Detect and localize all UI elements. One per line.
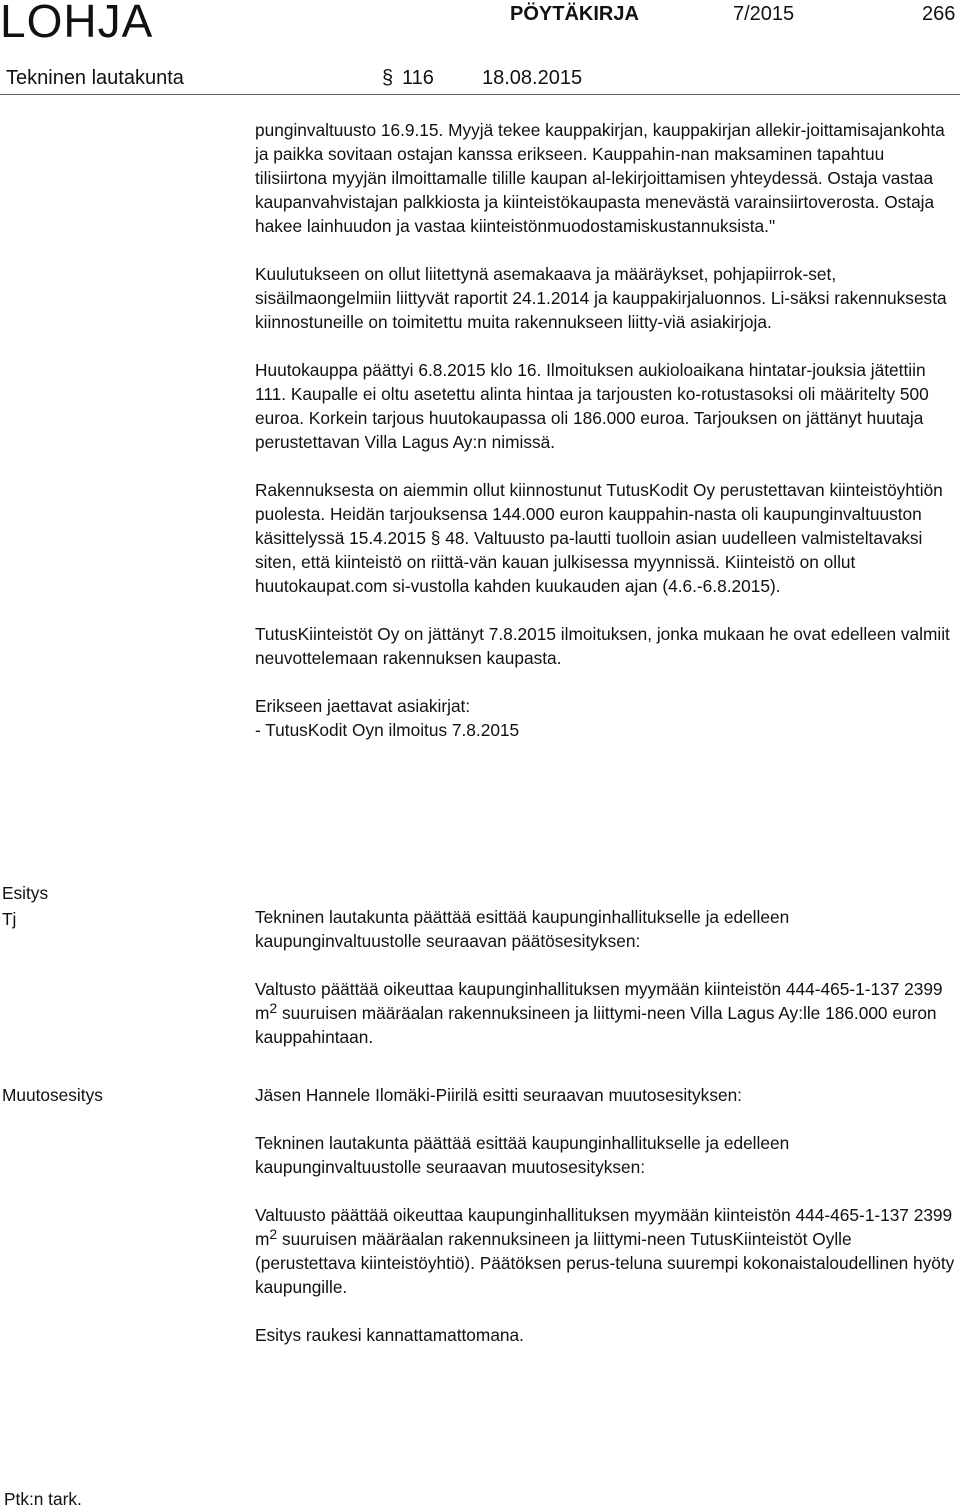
amendment-section: [255, 1083, 957, 1371]
paragraph-prior-interest: Rakennuksesta on aiemmin ollut kiinnostunut TutusKodit Oy perustettavan kiinteistöyhtiön puolesta. Heidän tarjouksensa 144.000 euron kauppahin-nasta oli kaupunginvaltuuston käsittelyssä 15.4.2015 § 48. Valtuusto pa-lautti tuolloin asian uudelleen valmisteltavaksi siten, että kiinteistö on riittä-vän kauan julkisessa myynnissä. Kiinteistö on ollut huutokaupat.com si-vustolla kahden kuukauden ajan (4.6.-6.8.2015).: [255, 480, 943, 596]
section-symbol: §: [382, 67, 394, 89]
paragraph-tutus-notice: TutusKiinteistöt Oy on jättänyt 7.8.2015 ilmoituksen, jonka mukaan he ovat edelleen valmiit neuvottelemaan rakennuksen kaupasta.: [255, 624, 950, 668]
main-body: [255, 118, 957, 742]
proposal-decision-text-b: suuruisen määräalan rakennuksineen ja liittymi-neen Villa Lagus Ay:lle 186.000 euron kauppahintaan.: [255, 1003, 937, 1047]
superscript-2: 2: [269, 1226, 278, 1242]
amendment-decision: [255, 1203, 957, 1299]
proposal-decision: [255, 977, 957, 1049]
paragraph-announcement: Kuulutukseen on ollut liitettynä asemakaava ja määräykset, pohjapiirrok-set, sisäilmaongelmiin liittyvät raportit 24.1.2014 ja kauppakirjaluonnos. Li-säksi rakennuksesta kiinnostuneille on toimitettu muita rakennukseen liitty-viä asiakirjoja.: [255, 264, 947, 332]
paragraph-number: 116: [402, 67, 434, 89]
side-label-tj: Tj: [2, 909, 17, 929]
amendment-intro: Jäsen Hannele Ilomäki-Piirilä esitti seuraavan muutosesityksen:: [255, 1085, 742, 1105]
side-label-esitys: Esitys: [2, 883, 49, 903]
document-number: 7/2015: [733, 3, 795, 25]
meeting-date: 18.08.2015: [482, 67, 583, 89]
document-type: PÖYTÄKIRJA: [510, 3, 639, 25]
amendment-outcome: Esitys raukesi kannattamattomana.: [255, 1325, 524, 1345]
amendment-decision-text-b: suuruisen määräalan rakennuksineen ja liittymi-neen TutusKiinteistöt Oylle (perustettava kiinteistöyhtiö). Päätöksen perus-teluna suurempi kokonaistaloudellinen hyöty kaupungille.: [255, 1229, 955, 1297]
side-label-muutosesitys: Muutosesitys: [2, 1085, 103, 1105]
superscript-2: 2: [269, 1000, 278, 1016]
amendment-proposal-intro: Tekninen lautakunta päättää esittää kaupunginhallitukselle ja edelleen kaupunginvaltuustolle seuraavan muutosesityksen:: [255, 1133, 790, 1177]
proposal-section: [255, 905, 957, 1073]
paragraph-sale-terms: punginvaltuusto 16.9.15. Myyjä tekee kauppakirjan, kauppakirjan allekir-joittamisajankohta ja paikka sovitaan ostajan kanssa erikseen. Kauppahin-nan maksaminen tapahtuu tilisiirtona myyjän ilmoittamalle tilille kaupan al-lekirjoittamisen yhteydessä. Ostaja vastaa kaupanvahvistajan palkkiosta ja kiinteistökaupasta menevästä varainsiirtoverosta. Ostaja hakee lainhuudon ja vastaa kiinteistönmuodostamiskustannuksista.": [255, 120, 945, 236]
committee-name: Tekninen lautakunta: [6, 67, 184, 89]
page-number: 266: [922, 3, 956, 25]
paragraph-auction-result: Huutokauppa päättyi 6.8.2015 klo 16. Ilmoituksen aukioloaikana hintatar-jouksia jätettiin 111. Kaupalle ei oltu asetettu alinta hintaa ja tarjousten ko-rotustasoksi oli määritelty 500 euroa. Korkein tarjous huutokaupassa oli 186.000 euroa. Tarjouksen on jättänyt huutaja perustettavan Villa Lagus Ay:n nimissä.: [255, 360, 929, 452]
header-divider: [0, 94, 960, 95]
city-logo: LOHJA: [0, 0, 154, 47]
proposal-decision-text-a: Valtusto päättää oikeuttaa kaupunginhallituksen myymään kiinteistön 444-465-1-137 2399 m: [255, 979, 943, 1023]
footer-initials-label: Ptk:n tark.: [4, 1489, 82, 1509]
amendment-decision-text-a: Valtuusto päättää oikeuttaa kaupunginhallituksen myymään kiinteistön 444-465-1-137 2399 m: [255, 1205, 953, 1249]
attachment-item: - TutusKodit Oyn ilmoitus 7.8.2015: [255, 720, 520, 740]
proposal-intro: Tekninen lautakunta päättää esittää kaupunginhallitukselle ja edelleen kaupunginvaltuustolle seuraavan päätösesityksen:: [255, 907, 790, 951]
attachments-heading: Erikseen jaettavat asiakirjat:: [255, 696, 471, 716]
